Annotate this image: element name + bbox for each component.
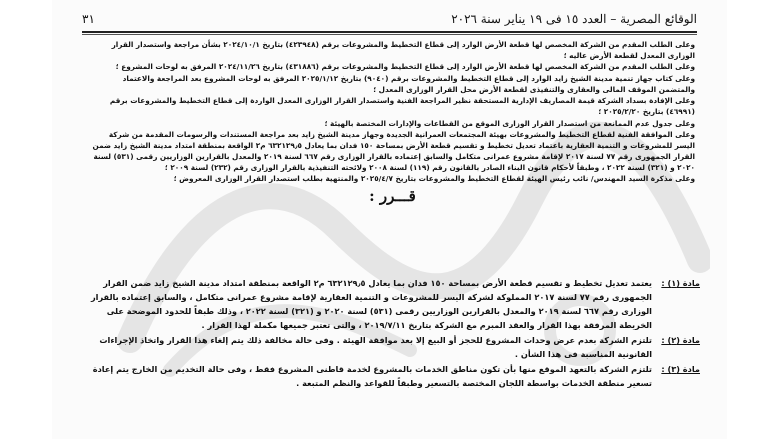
recital-paragraph: وعلى الموافقة الفنية لقطاع التخطيط والمشروعات بهيئة المجتمعات العمرانية الجديدة وجهاز مدينة الشيخ زايد بعد مراجعة المستندات والرسومات المقدمة من شركة اليسر للمشروعات و التنمية العقارية باعتماد تعديل تخطيط و تقسيم قطعة الأرض بمساحة ١٥٠ فدان بما يعادل ٦٣٢١٢٩٫٥ م٢ الواقعة بمنطقة امتداد مدينة الشيخ زايد ضمن القرار الجمهورى رقم ٧٧ لسنة ٢٠١٧ لإقامة مشروع عمرانى متكامل والسابق إعتماده بالقرار الوزارى رقم ٦٦٧ لسنة ٢٠١٩ والمعدل بالقرارين الوزاريين رقمى (٥٣١) لسنة ٢٠٢٠ و (٣٢١) لسنة ٢٠٢٢ ، وطبقاً لأحكام قانون البناء الصادر بالقانون رقم (١١٩) لسنة ٢٠٠٨ ولائحته التنفيذية بالقرار الوزارى رقم (٢٣٢) لسنة ٢٠٠٩ ؛ bbox=[92, 130, 695, 172]
article-2 bbox=[75, 333, 700, 361]
article-text: تلتزم الشركة بالتعهد الموقع منها بأن تكون مناطق الخدمات بالمشروع لخدمة قاطنى المشروع فقط ، وفى حالة التخديم من الخارج يتم إعادة تسعير منطقة الخدمات بواسطة اللجان المختصة بالتسعير وطبقاً للقواعد والنظم المتبعة . bbox=[92, 364, 652, 388]
article-text: تلتزم الشركة بعدم عرض وحدات المشروع للحجز أو البيع إلا بعد موافقة الهيئة . وفى حالة مخالفة ذلك يتم إلغاء هذا القرار واتخاذ الإجراءات القانونية المناسبة فى هذا الشأن . bbox=[99, 335, 652, 359]
recital-paragraph: وعلى جدول عدم الممانعة من استصدار القرار الوزارى الموقع من القطاعات والإدارات المختصة بالهيئة ؛ bbox=[324, 118, 695, 128]
article-label: مادة (٣) : bbox=[661, 364, 700, 374]
gazette-title: الوقائع المصرية – العدد ١٥ فى ١٩ يناير سنة ٢٠٢٦ bbox=[451, 12, 697, 26]
recital-paragraph: وعلى كتاب جهاز تنمية مدينة الشيخ زايد الوارد إلى قطاع التخطيط والمشروعات برقم (٩٠٤٠) بتاريخ ٢٠٢٥/١/١٢ المرفق به لوحات المشروع بعد المراجعة والاعتماد والمتضمن الموقف المالى والعقارى والتنفيذى لقطعة الأرض محل القرار الوزارى المعدل ؛ bbox=[122, 73, 695, 94]
article-label: مادة (٢) : bbox=[661, 335, 700, 345]
page-header bbox=[82, 12, 697, 28]
recital-paragraph: وعلى مذكرة السيد المهندس/ نائب رئيس الهيئة لقطاع التخطيط والمشروعات بتاريخ ٢٠٢٥/٤/٧ والمنتهية بطلب استصدار القرار الوزارى المعروض ؛ bbox=[173, 174, 695, 184]
decree-heading: قـــرر : bbox=[369, 187, 416, 206]
recitals-section bbox=[90, 40, 695, 204]
article-label: مادة (١) : bbox=[661, 278, 700, 288]
page-number: ٣١ bbox=[82, 12, 95, 26]
articles-section bbox=[75, 276, 700, 391]
header-rule-thin bbox=[82, 34, 697, 35]
header-rule bbox=[82, 31, 697, 33]
recital-paragraph: وعلى الطلب المقدم من الشركة المخصص لها قطعة الأرض الوارد إلى قطاع التخطيط والمشروعات برقم (٤٢٣٩٤٨) بتاريخ ٢٠٢٤/١٠/١ بشأن مراجعة واستصدار القرار الوزارى المعدل لقطعة الأرض عاليه ؛ bbox=[111, 40, 695, 60]
article-3 bbox=[75, 362, 700, 390]
article-text: يعتمد تعديل تخطيط و تقسيم قطعة الأرض بمساحة ١٥٠ فدان بما يعادل ٦٣٢١٢٩٫٥ م٢ الواقعة بمنطقة امتداد مدينة الشيخ زايد ضمن القرار الجمهورى رقم ٧٧ لسنة ٢٠١٧ المملوكة لشركة اليسر للمشروعات و التنمية العقارية لإقامة مشروع عمرانى متكامل ، والسابق إعتماده بالقرار الوزارى رقم ٦٦٧ لسنة ٢٠١٩ والمعدل بالقرارين الوزاريين رقمى (٥٣١) لسنة ٢٠٢٠ و (٣٢١) لسنة ٢٠٢٢ ، وذلك طبقاً للحدود الموضحة على الخريطة المرفقة بهذا القرار والعقد المبرم مع الشركة بتاريخ ٢٠١٩/٧/١١ ، والتى تعتبر جميعها مكملة لهذا القرار . bbox=[90, 278, 652, 330]
recital-paragraph: وعلى الطلب المقدم من الشركة المخصص لها قطعة الأرض الوارد إلى قطاع التخطيط والمشروعات برقم (٤٣١٨٨٦) بتاريخ ٢٠٢٤/١١/٢٦ المرفق به لوحات المشروع ؛ bbox=[115, 62, 695, 72]
article-1 bbox=[75, 276, 700, 332]
recital-paragraph: وعلى الإفادة بسداد الشركة قيمة المصاريف الإدارية المستحقة نظير المراجعة الفنية واستصدار القرار الوزارى المعدل الواردة إلى قطاع التخطيط والمشروعات برقم (٤٦٩٩١) بتاريخ ٢٠٢٥/٢/٢٠ ؛ bbox=[109, 96, 695, 117]
